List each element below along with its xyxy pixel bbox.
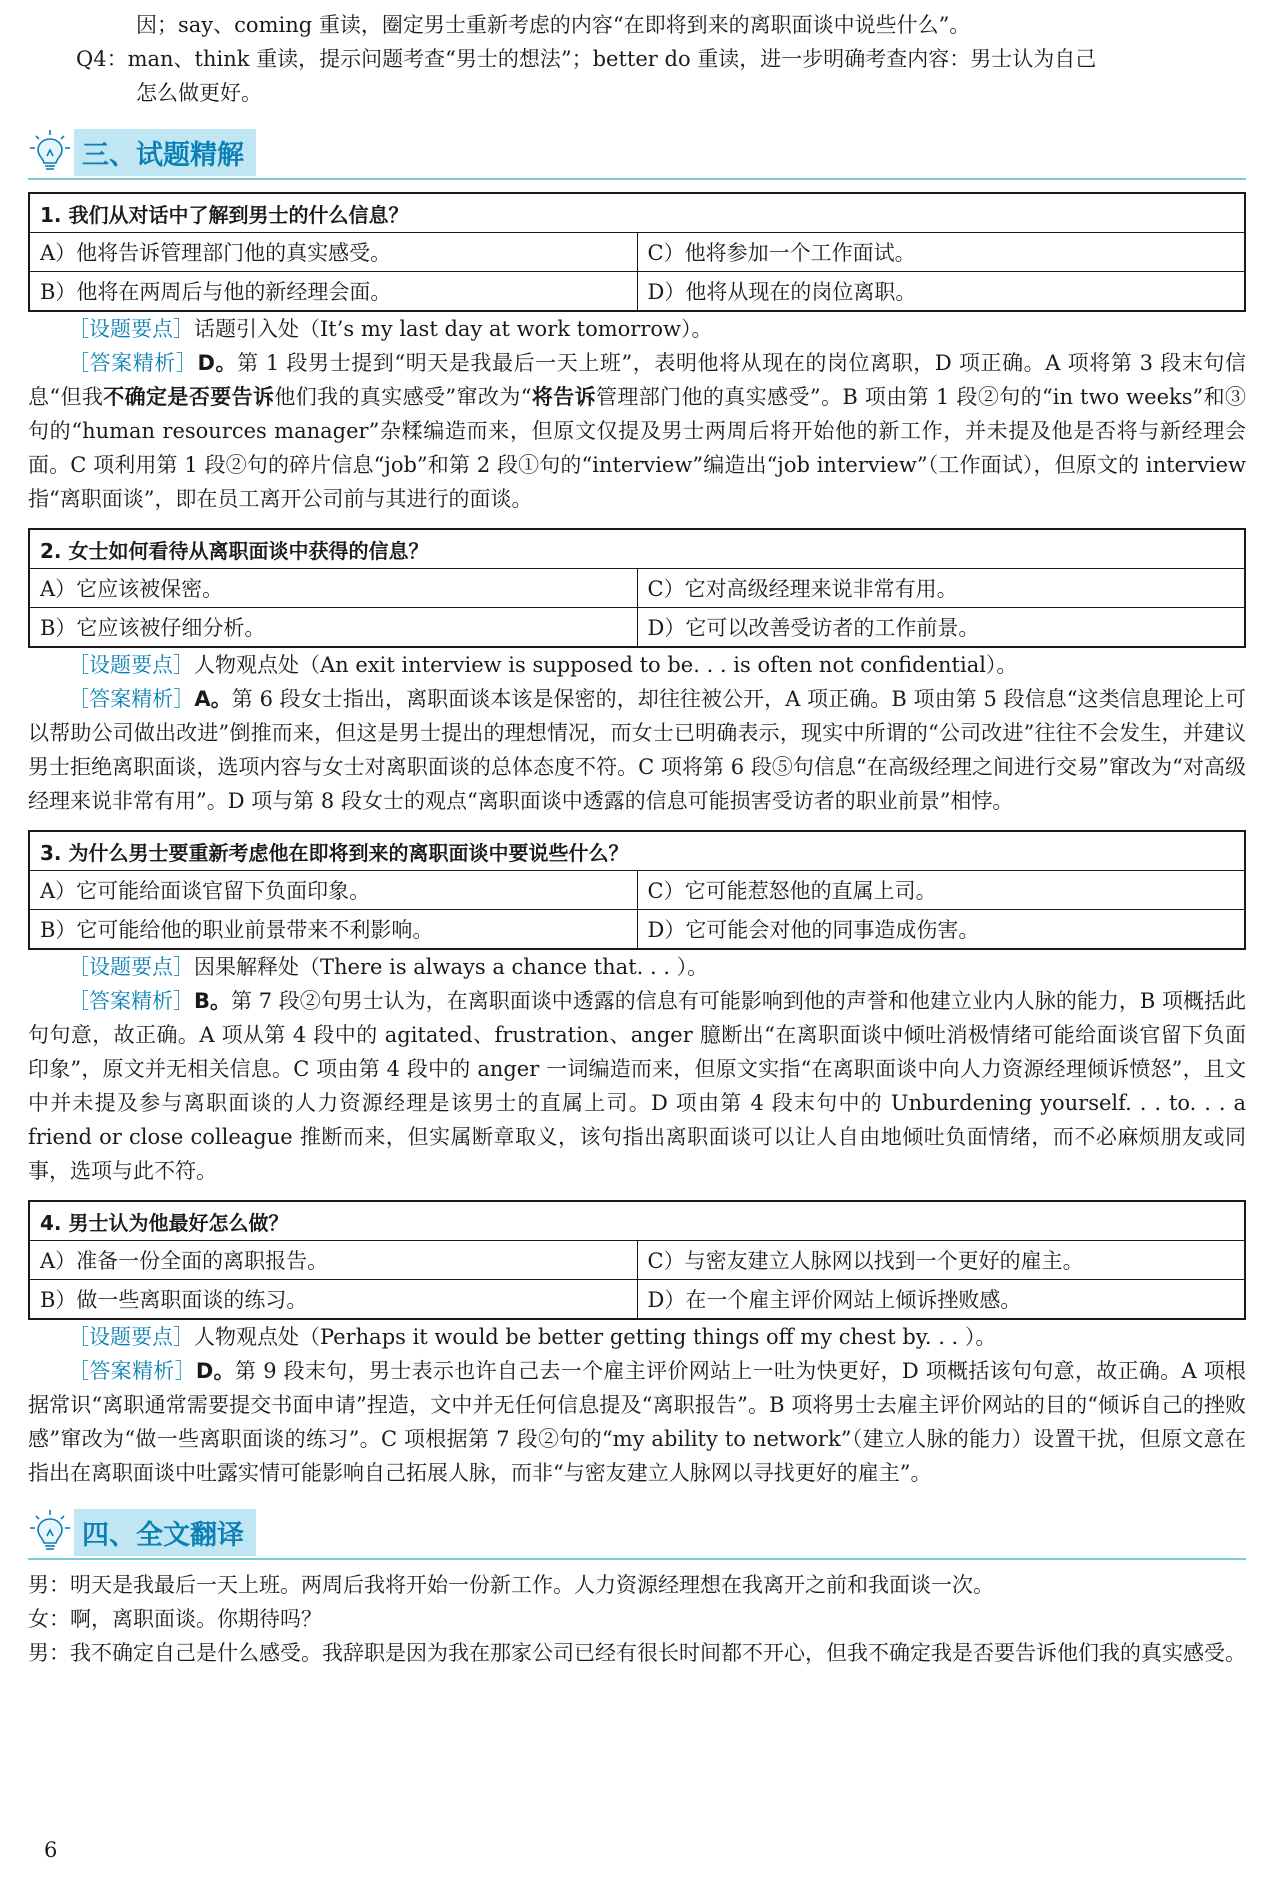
question-table: [28, 192, 1246, 312]
key-point-text: 人物观点处（An exit interview is supposed to be. . . is often not confidential）。: [194, 653, 1018, 677]
section-heading: [28, 128, 1246, 180]
section-title: 三、试题精解: [74, 129, 256, 176]
key-point-tag: ［设题要点］: [68, 653, 194, 677]
option-a: A）它应该被保密。: [29, 569, 637, 608]
content: [28, 8, 1246, 1670]
answer-letter: D。: [197, 351, 238, 375]
question-stem: 2. 女士如何看待从离职面谈中获得的信息？: [29, 529, 1245, 569]
option-b: B）做一些离职面谈的练习。: [29, 1280, 637, 1320]
analysis-text: 管理部门他的真实感受”。B 项由第 1 段②句的“in two weeks”和③句的“human resources manager”杂糅编造而来，但原文仅提及男士两周后将开始他的新工作，并未提及他是否将与新经理会面。C 项利用第 1 段②句的碎片信息“job”和第 2 段①句的“interview”编造出“job interview”（工作面试），但原文的 interview 指“离职面谈”，即在员工离开公司前与其进行的面谈。: [28, 385, 1246, 511]
answer-analysis: [28, 984, 1246, 1188]
question-table: [28, 830, 1246, 950]
option-a: A）它可能给面谈官留下负面印象。: [29, 871, 637, 910]
q4-line: Q4：man、think 重读，提示问题考查“男士的想法”；better do 重读，进一步明确考查内容：男士认为自己: [76, 47, 1097, 71]
answer-letter: B。: [194, 989, 232, 1013]
answer-letter: D。: [195, 1359, 235, 1383]
question-stem: 1. 我们从对话中了解到男士的什么信息？: [29, 193, 1245, 233]
analysis-text: 第 6 段女士指出，离职面谈本该是保密的，却往往被公开，A 项正确。B 项由第 5 段信息“这类信息理论上可以帮助公司做出改进”倒推而来，但这是男士提出的理想情况，而女士已明确表示，现实中所谓的“公司改进”往往不会发生，并建议男士拒绝离职面谈，选项内容与女士对离职面谈的总体态度不符。C 项将第 6 段⑤句信息“在高级经理之间进行交易”窜改为“对高级经理来说非常有用”。D 项与第 8 段女士的观点“离职面谈中透露的信息可能损害受访者的职业前景”相悖。: [28, 687, 1247, 813]
dialogue-line: 男：我不确定自己是什么感受。我辞职是因为我在那家公司已经有很长时间都不开心，但我不确定我是否要告诉他们我的真实感受。: [28, 1641, 1246, 1665]
option-a: A）准备一份全面的离职报告。: [29, 1241, 637, 1280]
answer-analysis: [28, 1354, 1246, 1490]
analysis-tag: ［答案精析］: [68, 687, 195, 711]
question-table: [28, 528, 1246, 648]
key-point: [28, 950, 1246, 984]
text-line: 怎么做更好。: [136, 81, 262, 105]
option-d: D）它可以改善受访者的工作前景。: [637, 608, 1245, 648]
section-title: 四、全文翻译: [74, 1509, 256, 1556]
lightbulb-icon: [28, 1508, 72, 1556]
question-table: [28, 1200, 1246, 1320]
analysis-text: 第 1 段男士提到“明天是我最后一天上班”，表明他将从现在的岗位离职，D 项正确。A 项将第 3 段末句信息“但我: [28, 351, 1247, 409]
dialogue-line: 女：啊，离职面谈。你期待吗？: [28, 1607, 322, 1631]
text-line: [28, 42, 1246, 76]
analysis-tag: ［答案精析］: [68, 989, 195, 1013]
key-point-tag: ［设题要点］: [68, 317, 194, 341]
analysis-text: 第 9 段末句，男士表示也许自己去一个雇主评价网站上一吐为快更好，D 项概括该句句意，故正确。A 项根据常识“离职通常需要提交书面申请”捏造，文中并无任何信息提及“离职报告”。B 项将男士去雇主评价网站的目的“倾诉自己的挫败感”窜改为“做一些离职面谈的练习”。C 项根据第 7 段②句的“my ability to network”（建立人脉的能力）设置干扰，但原文意在指出在离职面谈中吐露实情可能影响自己拓展人脉，而非“与密友建立人脉网以寻找更好的雇主”。: [28, 1359, 1247, 1485]
analysis-emphasis: 不确定是否要告诉: [103, 385, 275, 409]
analysis-tag: ［答案精析］: [68, 1359, 196, 1383]
key-point-text: 话题引入处（It’s my last day at work tomorrow）。: [194, 317, 713, 341]
lightbulb-icon: [28, 128, 72, 176]
analysis-text: 他们我的真实感受”窜改为“: [274, 385, 532, 409]
answer-analysis: [28, 682, 1246, 818]
answer-analysis: [28, 346, 1246, 516]
option-d: D）他将从现在的岗位离职。: [637, 272, 1245, 312]
option-c: C）它对高级经理来说非常有用。: [637, 569, 1245, 608]
option-c: C）它可能惹怒他的直属上司。: [637, 871, 1245, 910]
key-point-text: 人物观点处（Perhaps it would be better getting things off my chest by. . . ）。: [194, 1325, 997, 1349]
key-point: [28, 312, 1246, 346]
key-point-tag: ［设题要点］: [68, 1325, 194, 1349]
option-d: D）它可能会对他的同事造成伤害。: [637, 910, 1245, 950]
page-number: 6: [44, 1838, 58, 1862]
option-a: A）他将告诉管理部门他的真实感受。: [29, 233, 637, 272]
section-heading: [28, 1508, 1246, 1560]
analysis-emphasis: 将告诉: [531, 385, 596, 409]
question-stem: 3. 为什么男士要重新考虑他在即将到来的离职面谈中要说些什么？: [29, 831, 1245, 871]
key-point-text: 因果解释处（There is always a chance that. . . ）。: [194, 955, 709, 979]
option-c: C）与密友建立人脉网以找到一个更好的雇主。: [637, 1241, 1245, 1280]
option-d: D）在一个雇主评价网站上倾诉挫败感。: [637, 1280, 1245, 1320]
option-b: B）它应该被仔细分析。: [29, 608, 637, 648]
analysis-tag: ［答案精析］: [68, 351, 198, 375]
option-c: C）他将参加一个工作面试。: [637, 233, 1245, 272]
key-point: [28, 1320, 1246, 1354]
answer-letter: A。: [194, 687, 232, 711]
option-b: B）它可能给他的职业前景带来不利影响。: [29, 910, 637, 950]
key-point: [28, 648, 1246, 682]
question-stem: 4. 男士认为他最好怎么做？: [29, 1201, 1245, 1241]
analysis-text: 第 7 段②句男士认为，在离职面谈中透露的信息有可能影响到他的声誉和他建立业内人脉的能力，B 项概括此句句意，故正确。A 项从第 4 段中的 agitated、frustration、anger 臆断出“在离职面谈中倾吐消极情绪可能给面谈官留下负面印象”，原文并无相关信息。C 项由第 4 段中的 anger 一词编造而来，但原文实指“在离职面谈中向人力资源经理倾诉愤怒”，且文中并未提及参与离职面谈的人力资源经理是该男士的直属上司。D 项由第 4 段末句中的 Unburdening yourself. . . to. . . a friend or close colleague 推断而来，但实属断章取义，该句指出离职面谈可以让人自由地倾吐负面情绪，而不必麻烦朋友或同事，选项与此不符。: [28, 989, 1246, 1183]
dialogue-line: 男：明天是我最后一天上班。两周后我将开始一份新工作。人力资源经理想在我离开之前和我面谈一次。: [28, 1573, 994, 1597]
text-line: 因；say、coming 重读，圈定男士重新考虑的内容“在即将到来的离职面谈中说些什么”。: [136, 13, 971, 37]
key-point-tag: ［设题要点］: [68, 955, 194, 979]
option-b: B）他将在两周后与他的新经理会面。: [29, 272, 637, 312]
translation: [28, 1568, 1246, 1670]
